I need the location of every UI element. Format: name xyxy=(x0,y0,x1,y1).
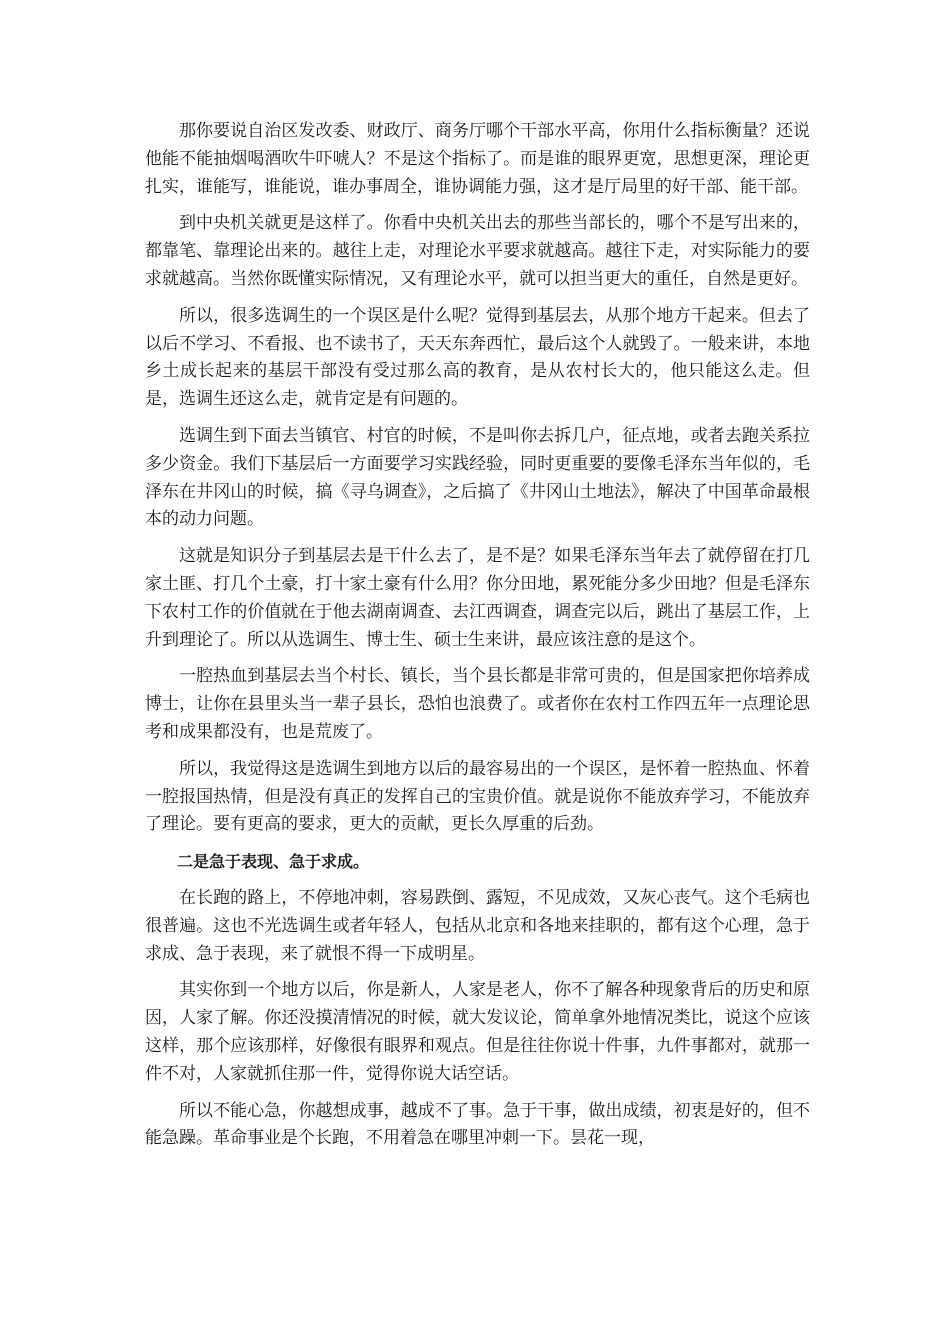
paragraph-9: 其实你到一个地方以后，你是新人，人家是老人，你不了解各种现象背后的历史和原因，人家了解。你还没摸清情况的时候，就大发议论，简单拿外地情况类比，说这个应该这样，那个应该那样，好像很有眼界和观点。但是往往你说十件事，九件事都对，就那一件不对，人家就抓住那一件，觉得你说大话空话。 xyxy=(145,980,810,1084)
paragraph-1: 那你要说自治区发改委、财政厅、商务厅哪个干部水平高，你用什么指标衡量？还说他能不能抽烟喝酒吹牛吓唬人？不是这个指标了。而是谁的眼界更宽，思想更深，理论更扎实，谁能写，谁能说，谁办事周全，谁协调能力强，这才是厅局里的好干部、能干部。 xyxy=(145,121,810,197)
section-heading: 二是急于表现、急于求成。 xyxy=(177,852,370,872)
paragraph-10: 所以不能心急，你越想成事，越成不了事。急于干事，做出成绩，初衷是好的，但不能急躁。革命事业是个长跑，不用着急在哪里冲刺一下。昙花一现， xyxy=(145,1100,810,1149)
paragraph-4: 选调生到下面去当镇官、村官的时候，不是叫你去拆几户，征点地，或者去跑关系拉多少资金。我们下基层后一方面要学习实践经验，同时更重要的要像毛泽东当年似的，毛泽东在井冈山的时候，搞《寻乌调查》，之后搞了《井冈山土地法》，解决了中国革命最根本的动力问题。 xyxy=(145,425,810,530)
paragraph-2: 到中央机关就更是这样了。你看中央机关出去的那些当部长的，哪个不是写出来的，都靠笔、靠理论出来的。越往上走，对理论水平要求就越高。越往下走，对实际能力的要求就越高。当然你既懂实际情况，又有理论水平，就可以担当更大的重任，自然是更好。 xyxy=(145,213,810,289)
paragraph-6: 一腔热血到基层去当个村长、镇长，当个县长都是非常可贵的，但是国家把你培养成博士，让你在县里头当一辈子县长，恐怕也浪费了。或者你在农村工作四五年一点理论思考和成果都没有，也是荒废了。 xyxy=(145,666,810,742)
document-page xyxy=(145,118,810,1162)
paragraph-5: 这就是知识分子到基层去是干什么去了，是不是？如果毛泽东当年去了就停留在打几家土匪、打几个土豪，打十家土豪有什么用？你分田地，累死能分多少田地？但是毛泽东下农村工作的价值就在于他去湖南调查、去江西调查，调查完以后，跳出了基层工作，上升到理论了。所以从选调生、博士生、硕士生来讲，最应该注意的是这个。 xyxy=(145,546,810,650)
paragraph-8: 在长跑的路上，不停地冲刺，容易跌倒、露短，不见成效，又灰心丧气。这个毛病也很普遍。这也不光选调生或者年轻人，包括从北京和各地来挂职的，都有这个心理，急于求成、急于表现，来了就恨不得一下成明星。 xyxy=(145,887,810,964)
paragraph-7: 所以，我觉得这是选调生到地方以后的最容易出的一个误区，是怀着一腔热血、怀着一腔报国热情，但是没有真正的发挥自己的宝贵价值。就是说你不能放弃学习，不能放弃了理论。要有更高的要求，更大的贡献，更长久厚重的后劲。 xyxy=(145,758,810,835)
paragraph-3: 所以，很多选调生的一个误区是什么呢？觉得到基层去，从那个地方干起来。但去了以后不学习、不看报、也不读书了，天天东奔西忙，最后这个人就毁了。一般来讲，本地乡土成长起来的基层干部没有受过那么高的教育，是从农村长大的，他只能这么走。但是，选调生还这么走，就肯定是有问题的。 xyxy=(145,305,810,410)
